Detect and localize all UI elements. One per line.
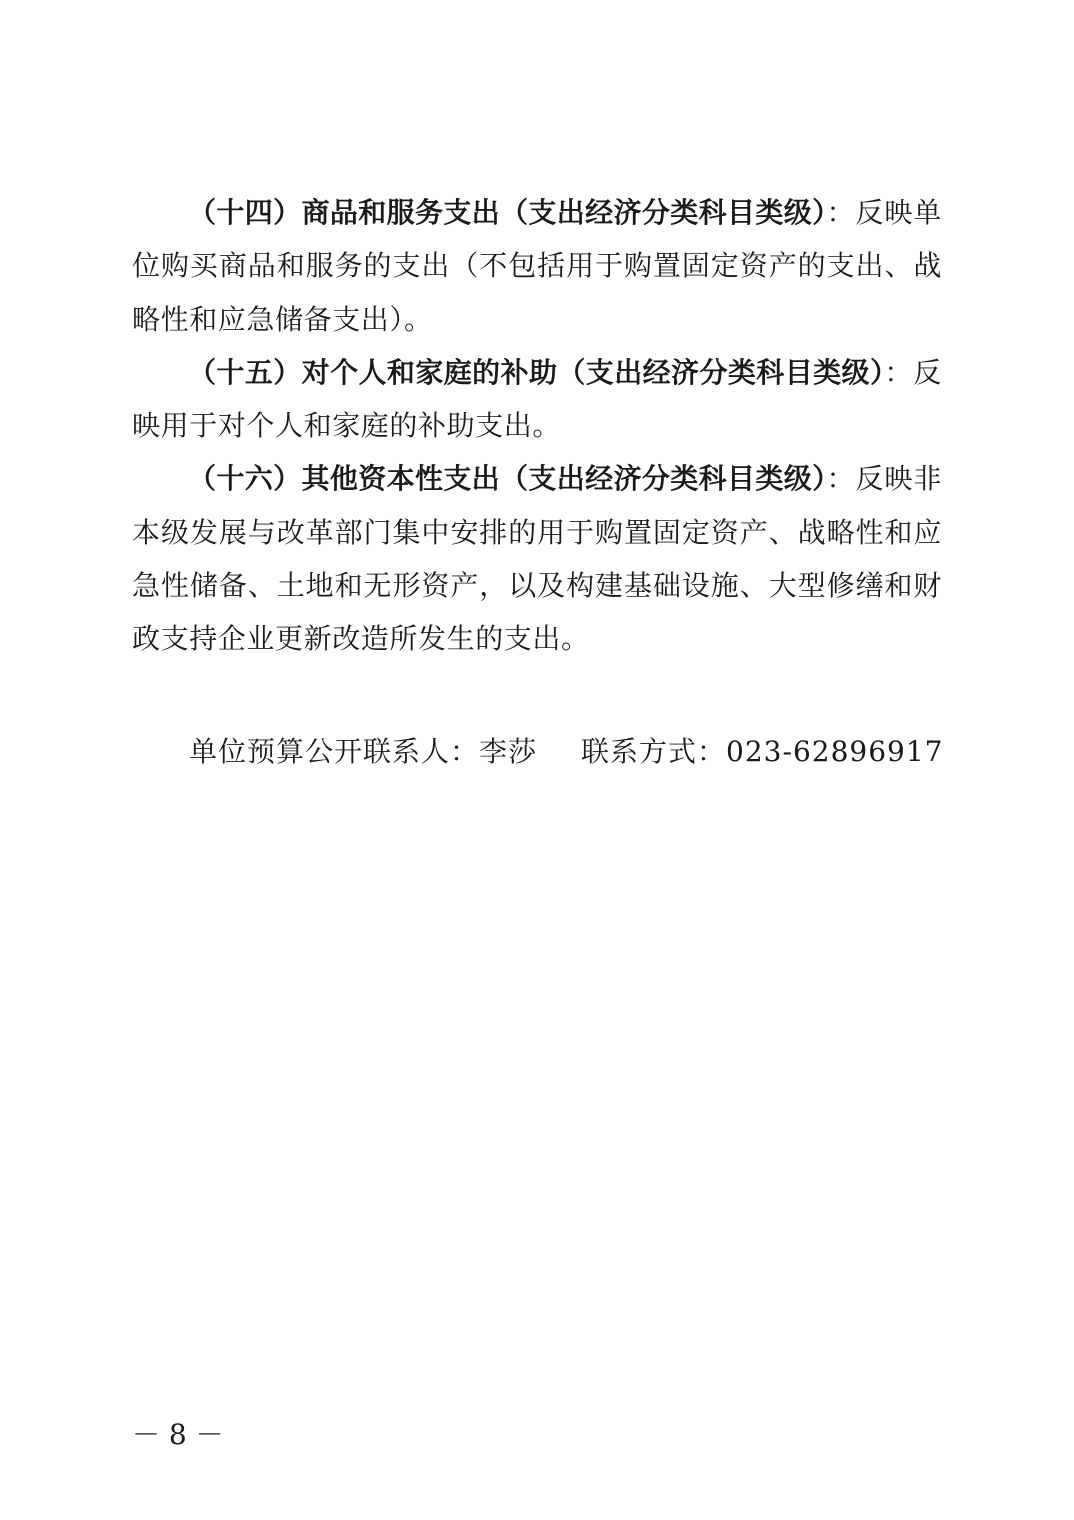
paragraph-subsidies-individuals-families xyxy=(132,346,942,453)
paragraph-body: ：反映用于对个人和家庭的补助支出。 xyxy=(132,355,942,443)
paragraph-goods-and-services xyxy=(132,186,942,346)
body-text xyxy=(132,186,942,666)
paragraph-other-capital-expenditure xyxy=(132,452,942,665)
contact-line xyxy=(189,725,943,778)
paragraph-heading: （十六）其他资本性支出（支出经济分类科目类级） xyxy=(188,462,827,496)
contact-person-name: 李莎 xyxy=(479,735,538,768)
paragraph-heading: （十四）商品和服务支出（支出经济分类科目类级） xyxy=(188,196,827,229)
contact-method-label: 联系方式： xyxy=(581,735,727,768)
contact-person-label: 单位预算公开联系人： xyxy=(189,735,480,768)
paragraph-body: ：反映单位购买商品和服务的支出（不包括用于购置固定资产的支出、战略性和应急储备支出）。 xyxy=(132,196,942,336)
page-number: － 8 － xyxy=(132,1418,224,1451)
paragraph-heading: （十五）对个人和家庭的补助（支出经济分类科目类级） xyxy=(188,355,885,389)
contact-phone: 023-62896917 xyxy=(726,735,944,768)
paragraph-body: ：反映非本级发展与改革部门集中安排的用于购置固定资产、战略性和应急性储备、土地和无形资产，以及构建基础设施、大型修缮和财政支持企业更新改造所发生的支出。 xyxy=(132,462,942,656)
